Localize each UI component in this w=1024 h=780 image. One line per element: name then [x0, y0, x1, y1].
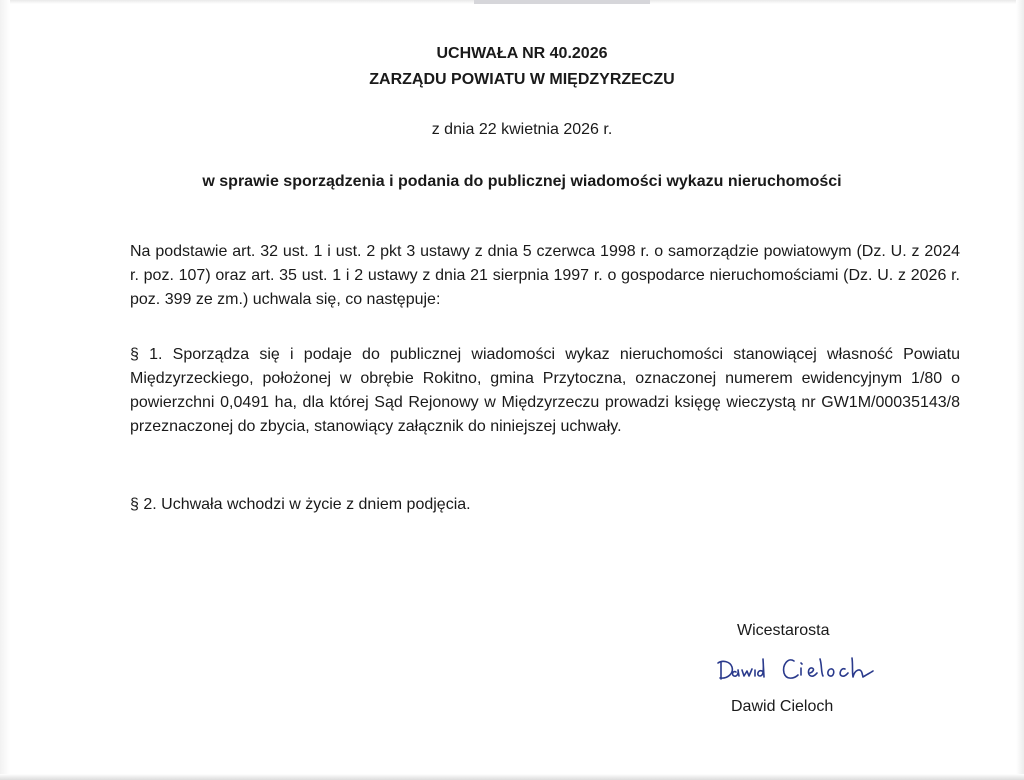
section-1-paragraph: § 1. Sporządza się i podaje do publicznej wiadomości wykaz nieruchomości stanowiącej własność Powiatu Międzyrzeckiego, położonej w obrębie Rokitno, gmina Przytoczna, oznaczonej numerem ewidencyjnym 1/80 o powierzchni 0,0491 ha, dla której Sąd Rejonowy w Międzyrzeczu prowadzi księgę wieczystą nr GW1M/00035143/8 przeznaczonej do zbycia, stanowiący załącznik do niniejszej uchwały. [130, 346, 960, 435]
resolution-date: z dnia 22 kwietnia 2026 r. [431, 121, 613, 138]
issuing-body: ZARZĄDU POWIATU W MIĘDZYRZECZU [369, 71, 675, 88]
section-2-paragraph: § 2. Uchwała wchodzi w życie z dniem podjęcia. [130, 496, 471, 513]
legal-basis-paragraph: Na podstawie art. 32 ust. 1 i ust. 2 pkt 3 ustawy z dnia 5 czerwca 1998 r. o samorządzie powiatowym (Dz. U. z 2024 r. poz. 107) oraz art. 35 ust. 1 i 2 ustawy z dnia 21 sierpnia 1997 r. o gospodarce nieruchomościami (Dz. U. z 2026 r. poz. 399 ze zm.) uchwala się, co następuje: [130, 243, 960, 308]
resolution-number: UCHWAŁA NR 40.2026 [436, 45, 608, 62]
signatory-role: Wicestarosta [737, 622, 830, 639]
handwritten-signature [712, 651, 882, 691]
resolution-subject: w sprawie sporządzenia i podania do publicznej wiadomości wykazu nieruchomości [202, 173, 842, 190]
signatory-name: Dawid Cieloch [731, 698, 834, 715]
